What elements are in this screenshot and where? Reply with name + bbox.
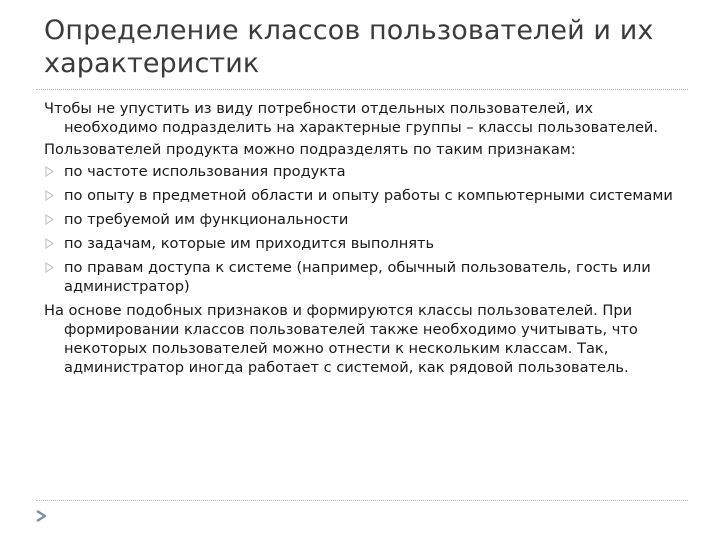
list-item-text: по опыту в предметной области и опыту работы с компьютерными системами (64, 187, 673, 204)
triangle-right-icon (44, 190, 55, 201)
chevron-arrow-icon (34, 509, 48, 523)
list-item-text: по частоте использования продукта (64, 163, 346, 180)
list-item-text: по правам доступа к системе (например, обычный пользователь, гость или администратор) (64, 259, 651, 295)
triangle-right-icon (44, 262, 55, 273)
title-divider (36, 89, 688, 90)
conclusion-paragraph: На основе подобных признаков и формируются классы пользователей. При формировании классов пользователей также необходимо учитывать, что некоторых пользователей можно отнести к нескольким классам. Так, администратор иногда работает с системой, как рядовой пользователь. (44, 302, 638, 376)
lead-paragraph: Пользователей продукта можно подразделять по таким признакам: (44, 141, 576, 158)
triangle-right-icon (44, 166, 55, 177)
list-item-text: по задачам, которые им приходится выполнять (64, 235, 435, 252)
footer-divider (36, 500, 688, 501)
triangle-right-icon (44, 238, 55, 249)
list-item (44, 162, 676, 181)
list-item (44, 234, 676, 253)
triangle-right-icon (44, 214, 55, 225)
intro-paragraph: Чтобы не упустить из виду потребности отдельных пользователей, их необходимо подразделить на характерные группы – классы пользователей. (44, 100, 659, 136)
list-item (44, 186, 676, 205)
slide-title: Определение классов пользователей и их характеристик (44, 15, 654, 79)
list-item (44, 258, 676, 296)
criteria-list (44, 162, 676, 296)
list-item-text: по требуемой им функциональности (64, 211, 349, 228)
slide-body (44, 99, 676, 380)
list-item (44, 210, 676, 229)
